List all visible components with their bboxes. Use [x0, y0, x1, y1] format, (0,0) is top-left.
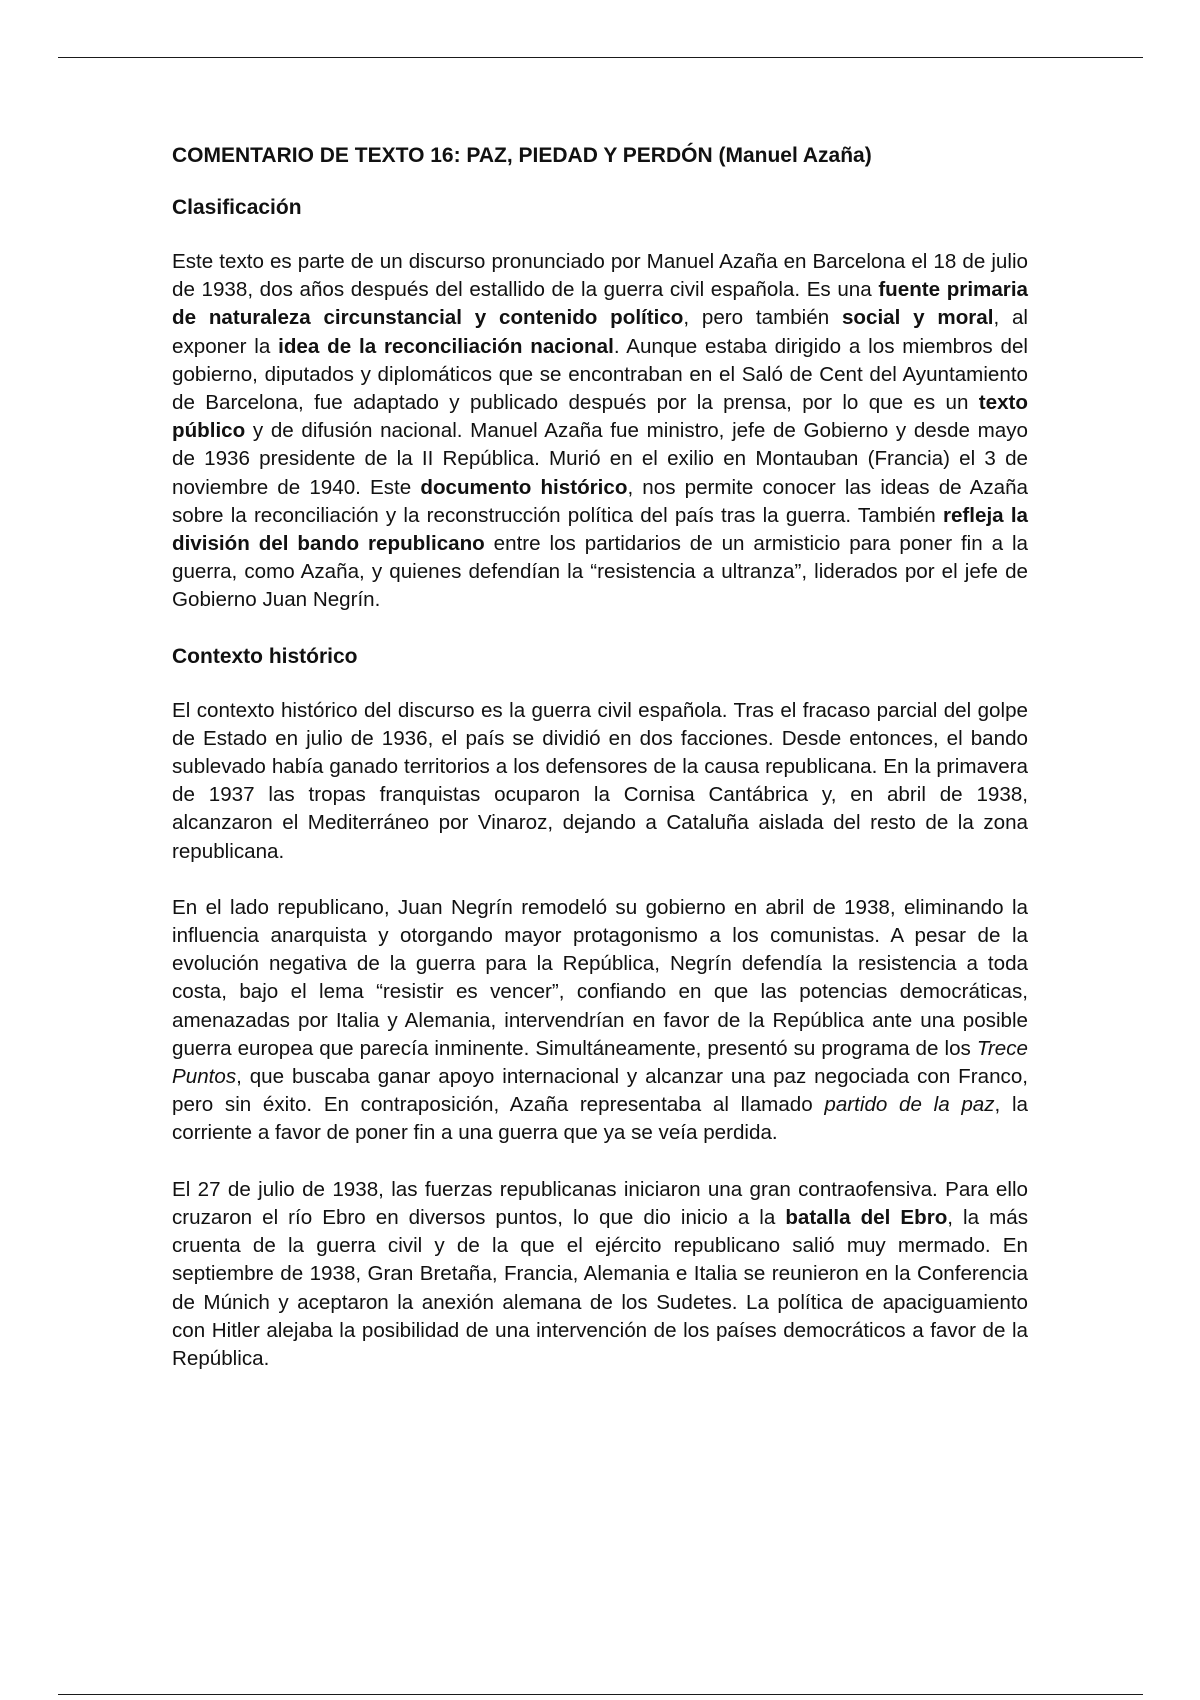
- paragraph-contexto-2: [172, 894, 1028, 1148]
- text-run: , al exponer la: [172, 306, 1029, 358]
- top-rule: [58, 57, 1143, 58]
- text-run: y de difusión nacional. Manuel Azaña fue ministro, jefe de Gobierno y desde mayo de 1936 presidente de la II República. Murió en el exilio en Montauban (Francia) el 3 de noviembre de 1940. Este: [172, 419, 1028, 499]
- section-heading-clasificacion: Clasificación: [172, 196, 302, 219]
- text-run: , que buscaba ganar apoyo internacional y alcanzar una paz negociada con Franco, pero sin éxito. En contraposición, Azaña representaba al llamado: [172, 1065, 1028, 1117]
- bold-phrase: texto público: [172, 391, 1028, 443]
- document-title: COMENTARIO DE TEXTO 16: PAZ, PIEDAD Y PERDÓN (Manuel Azaña): [172, 144, 872, 167]
- section-heading-contexto: Contexto histórico: [172, 644, 358, 668]
- text-run: Este texto es parte de un discurso pronunciado por Manuel Azaña en Barcelona el 18 de julio de 1938, dos años después del estallido de la guerra civil española. Es una: [172, 250, 1028, 302]
- text-run: , la corriente a favor de poner fin a una guerra que ya se veía perdida.: [172, 1093, 1028, 1145]
- document-body: [172, 142, 1028, 1401]
- text-run: El 27 de julio de 1938, las fuerzas republicanas iniciaron una gran contraofensiva. Para ello cruzaron el río Ebro en diversos puntos, lo que dio inicio a la: [172, 1177, 1028, 1229]
- bottom-rule: [58, 1694, 1143, 1695]
- bold-phrase: refleja la división del bando republicano: [172, 503, 1029, 556]
- paragraph-clasificacion: [172, 248, 1028, 615]
- italic-phrase: Trece Puntos: [172, 1036, 1028, 1089]
- bold-phrase: idea de la reconciliación nacional: [278, 334, 614, 358]
- text-run: , pero también: [683, 306, 842, 330]
- text-run: , nos permite conocer las ideas de Azaña sobre la reconciliación y la reconstrucción política del país tras la guerra. También: [172, 475, 1028, 527]
- italic-phrase: partido de la paz: [824, 1093, 995, 1117]
- bold-phrase: documento histórico: [420, 475, 628, 499]
- paragraph-contexto-3: [172, 1176, 1028, 1373]
- bold-phrase: social y moral: [841, 306, 994, 330]
- paragraph-contexto-1: El contexto histórico del discurso es la guerra civil española. Tras el fracaso parcial del golpe de Estado en julio de 1936, el país se dividió en dos facciones. Desde entonces, el bando sublevado había ganado territorios a los defensores de la causa republicana. En la primavera de 1937 las tropas franquistas ocuparon la Cornisa Cantábrica y, en abril de 1938, alcanzaron el Mediterráneo por Vinaroz, dejando a Cataluña aislada del resto de la zona republicana.: [172, 698, 1028, 863]
- bold-phrase: fuente primaria de naturaleza circunstancial y contenido político: [172, 278, 1028, 330]
- bold-phrase: batalla del Ebro: [785, 1205, 948, 1229]
- text-run: entre los partidarios de un armisticio para poner fin a la guerra, como Azaña, y quienes defendían la “resistencia a ultranza”, liderados por el jefe de Gobierno Juan Negrín.: [172, 532, 1029, 612]
- text-run: En el lado republicano, Juan Negrín remodeló su gobierno en abril de 1938, eliminando la influencia anarquista y otorgando mayor protagonismo a los comunistas. A pesar de la evolución negativa de la guerra para la República, Negrín defendía la resistencia a toda costa, bajo el lema “resistir es vencer”, confiando en que las potencias democráticas, amenazadas por Italia y Alemania, intervendrían en favor de la República ante una posible guerra europea que parecía inminente. Simultáneamente, presentó su programa de los: [172, 895, 1028, 1060]
- text-run: , la más cruenta de la guerra civil y de la que el ejército republicano salió muy mermado. En septiembre de 1938, Gran Bretaña, Francia, Alemania e Italia se reunieron en la Conferencia de Múnich y aceptaron la anexión alemana de los Sudetes. La política de apaciguamiento con Hitler alejaba la posibilidad de una intervención de los países democráticos a favor de la República.: [172, 1205, 1028, 1370]
- text-run: . Aunque estaba dirigido a los miembros del gobierno, diputados y diplomáticos que se encontraban en el Saló de Cent del Ayuntamiento de Barcelona, fue adaptado y publicado después por la prensa, por lo que es un: [172, 334, 1029, 415]
